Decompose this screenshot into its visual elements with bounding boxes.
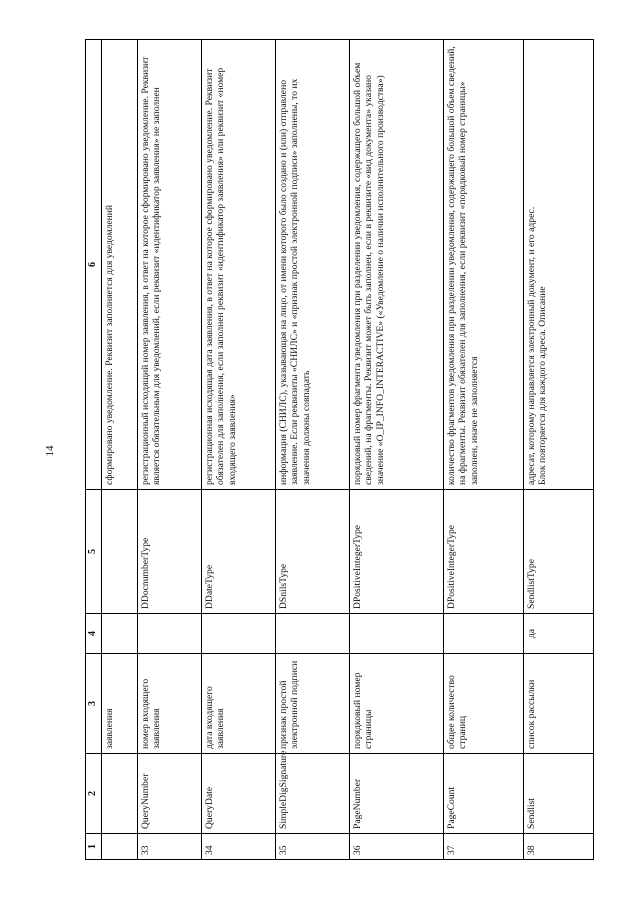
row-required xyxy=(349,614,443,654)
row-number: 36 xyxy=(349,834,443,860)
header-cell-5: 5 xyxy=(86,490,102,614)
row-number: 35 xyxy=(275,834,349,860)
table-row xyxy=(101,40,137,860)
header-cell-6: 6 xyxy=(86,40,102,490)
header-cell-4: 4 xyxy=(86,614,102,654)
row-required xyxy=(443,614,523,654)
row-type xyxy=(101,490,137,614)
row-number: 38 xyxy=(523,834,593,860)
table-row xyxy=(349,40,443,860)
table-row xyxy=(201,40,275,860)
row-name: Sendlist xyxy=(523,754,593,834)
header-cell-1: 1 xyxy=(86,834,102,860)
table-row xyxy=(443,40,523,860)
row-note: сформировано уведомление. Реквизит заполняется для уведомлений xyxy=(101,40,137,490)
row-required: да xyxy=(523,614,593,654)
row-type: DPositiveIntegerType xyxy=(349,490,443,614)
table-row xyxy=(137,40,201,860)
row-number xyxy=(101,834,137,860)
row-name xyxy=(101,754,137,834)
row-name: PageNumber xyxy=(349,754,443,834)
row-name: QueryDate xyxy=(201,754,275,834)
row-description: порядковый номер страницы xyxy=(349,654,443,754)
row-description: признак простой электронной подписи xyxy=(275,654,349,754)
rotated-table-inner xyxy=(85,40,605,860)
row-name: SimpleDigSignature xyxy=(275,754,349,834)
row-note: информация (СНИЛС), указывающая на лицо, от имени которого было создано и (или) отправлено заявление. Если реквизиты «СНИЛС» и «признак простой электронной подписи» заполнены, то их значения должны совпадать xyxy=(275,40,349,490)
header-cell-2: 2 xyxy=(86,754,102,834)
requisites-table xyxy=(85,39,594,860)
row-type: DDateType xyxy=(201,490,275,614)
row-note: регистрационный исходящий номер заявления, в ответ на которое сформировано уведомление. Реквизит является обязательным для уведомлений, если реквизит «идентификатор заявления» не заполнен xyxy=(137,40,201,490)
row-type: DPositiveIntegerType xyxy=(443,490,523,614)
row-description: общее количество страниц xyxy=(443,654,523,754)
header-cell-3: 3 xyxy=(86,654,102,754)
row-note: адресат, которому направляется электронный документ, и его адрес. Блок повторяется для каждого адреса. Описание xyxy=(523,40,593,490)
row-description: заявления xyxy=(101,654,137,754)
row-name: QueryNumber xyxy=(137,754,201,834)
row-description: список рассылки xyxy=(523,654,593,754)
row-number: 37 xyxy=(443,834,523,860)
header-row xyxy=(86,40,102,860)
table-row xyxy=(523,40,593,860)
page-number: 14 xyxy=(44,445,56,457)
row-note: количество фрагментов уведомления при разделении уведомления, содержащего большой объем сведений, на фрагменты. Реквизит обязателен для заполнения, если реквизит «порядковый номер страницы» заполнен, иначе не заполняется xyxy=(443,40,523,490)
row-required xyxy=(275,614,349,654)
row-required xyxy=(101,614,137,654)
row-name: PageCount xyxy=(443,754,523,834)
row-note: регистрационная исходящая дата заявления, в ответ на которое сформировано уведомление. Реквизит обязателен для заполнения, если заполнен реквизит «идентификатор заявления» или реквизит «номер входящего заявления» xyxy=(201,40,275,490)
rotated-table-container xyxy=(85,40,605,860)
row-type: DDocnumberType xyxy=(137,490,201,614)
table-row xyxy=(275,40,349,860)
row-number: 33 xyxy=(137,834,201,860)
row-type: SendlistType xyxy=(523,490,593,614)
row-description: дата входящего заявления xyxy=(201,654,275,754)
row-type: DSnilsType xyxy=(275,490,349,614)
row-note: порядковый номер фрагмента уведомления при разделении уведомления, содержащего большой объем сведений, на фрагменты. Реквизит может быть заполнен, если в реквизите «вид документа» указано значение «O_IP_INFO_INTERACTIVE» («Уведомление о наличии исполнительного производства») xyxy=(349,40,443,490)
row-number: 34 xyxy=(201,834,275,860)
row-required xyxy=(137,614,201,654)
row-description: номер входящего заявления xyxy=(137,654,201,754)
row-required xyxy=(201,614,275,654)
